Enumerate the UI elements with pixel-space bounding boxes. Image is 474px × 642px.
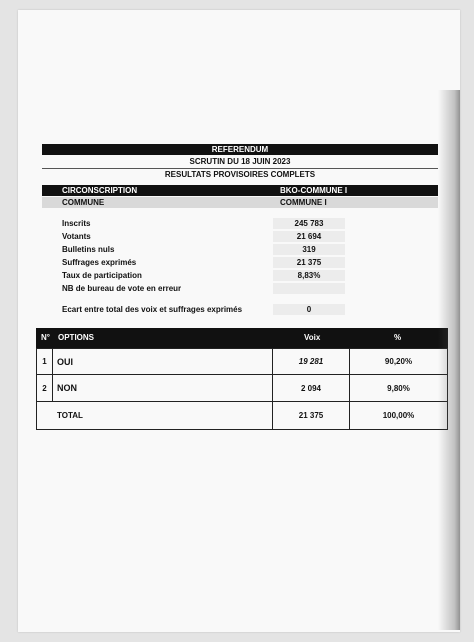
row-option: NON xyxy=(52,374,273,402)
page-curl-shadow xyxy=(438,90,460,630)
row-voix: 2 094 xyxy=(272,374,350,402)
stat-label: Suffrages exprimés xyxy=(62,258,137,267)
stat-value xyxy=(273,283,345,294)
circonscription-bar xyxy=(42,185,438,196)
commune-label: COMMUNE xyxy=(62,198,105,207)
row-num: 2 xyxy=(36,374,53,402)
row-pct: 90,20% xyxy=(349,348,448,375)
header-num: N° xyxy=(41,333,50,342)
commune-row xyxy=(42,197,438,208)
row-voix: 19 281 xyxy=(272,348,350,375)
stat-value: 8,83% xyxy=(273,270,345,281)
scrutin-date: SCRUTIN DU 18 JUIN 2023 xyxy=(189,157,291,166)
stat-value: 21 375 xyxy=(273,257,345,268)
stat-label: NB de bureau de vote en erreur xyxy=(62,284,182,293)
commune-value: COMMUNE I xyxy=(280,198,327,207)
stat-value: 21 694 xyxy=(273,231,345,242)
ecart-label: Ecart entre total des voix et suffrages exprimés xyxy=(62,305,243,314)
total-pct: 100,00% xyxy=(349,401,448,430)
stat-label: Votants xyxy=(62,232,91,241)
total-label: TOTAL xyxy=(36,401,273,430)
header-voix: Voix xyxy=(304,333,321,342)
stat-label: Bulletins nuls xyxy=(62,245,115,254)
total-voix: 21 375 xyxy=(272,401,350,430)
document-page xyxy=(18,10,460,632)
circonscription-label: CIRCONSCRIPTION xyxy=(62,186,138,195)
stat-label: Taux de participation xyxy=(62,271,142,280)
header-options: OPTIONS xyxy=(58,333,95,342)
row-pct: 9,80% xyxy=(349,374,448,402)
stat-value: 245 783 xyxy=(273,218,345,229)
table-header xyxy=(36,328,448,348)
stat-label: Inscrits xyxy=(62,219,91,228)
stat-value: 319 xyxy=(273,244,345,255)
divider xyxy=(42,168,438,169)
row-option: OUI xyxy=(52,348,273,375)
ecart-value: 0 xyxy=(273,304,345,315)
results-sheet xyxy=(18,10,460,632)
title-bar: REFERENDUM xyxy=(42,144,438,155)
circonscription-value: BKO-COMMUNE I xyxy=(280,186,348,195)
header-pct: % xyxy=(394,333,402,342)
results-subtitle: RESULTATS PROVISOIRES COMPLETS xyxy=(164,170,316,179)
row-num: 1 xyxy=(36,348,53,375)
